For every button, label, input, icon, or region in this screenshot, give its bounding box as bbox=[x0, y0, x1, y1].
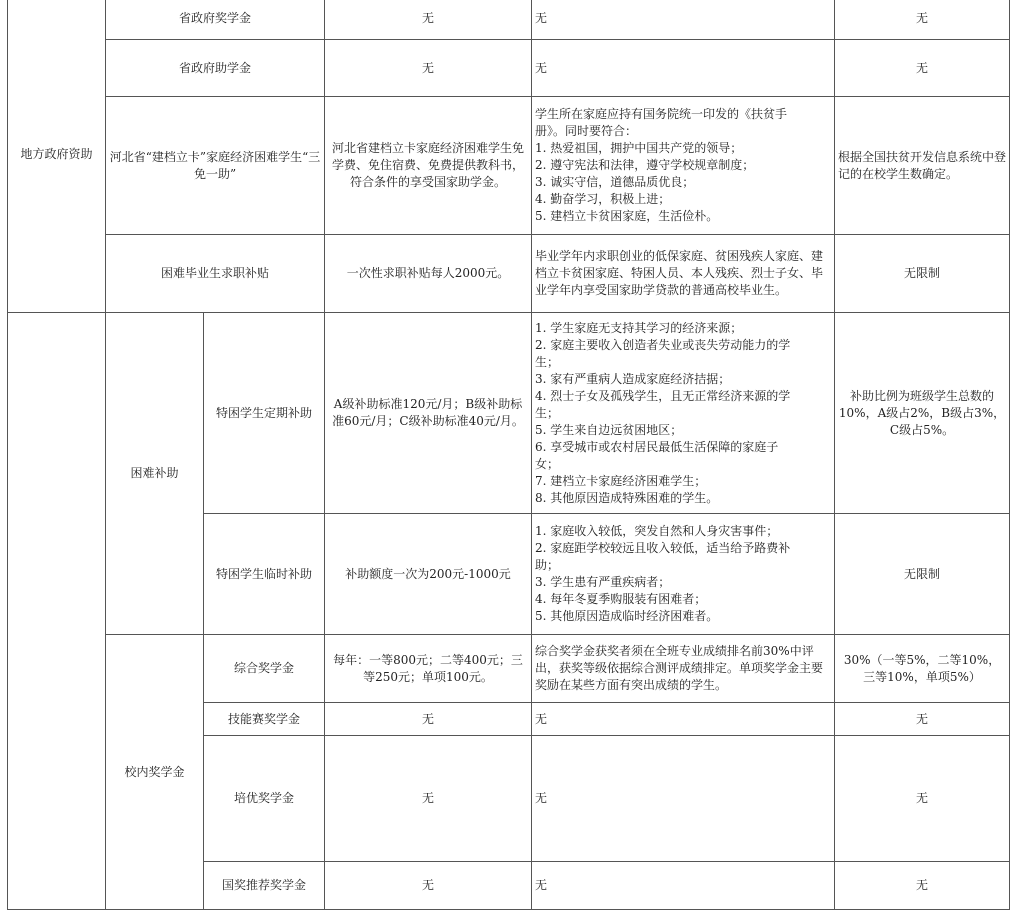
item-conditions bbox=[532, 313, 835, 514]
section-local-gov: 地方政府资助 bbox=[8, 0, 106, 313]
condition-line: 7. 建档立卡家庭经济困难学生； bbox=[535, 473, 707, 488]
condition-line: 3. 家有严重病人造成家庭经济拮据； bbox=[535, 371, 731, 386]
item-name: 技能赛奖学金 bbox=[204, 703, 325, 736]
condition-line: 生； bbox=[535, 354, 560, 369]
condition-line: 5. 学生来自边远贫困地区； bbox=[535, 422, 683, 437]
table-row bbox=[8, 313, 1010, 514]
item-conditions: 无 bbox=[532, 703, 835, 736]
item-standard: 无 bbox=[325, 703, 532, 736]
condition-line: 5. 其他原因造成临时经济困难者。 bbox=[535, 609, 719, 623]
condition-line: 助； bbox=[535, 558, 560, 572]
item-standard: 每年：一等800元；二等400元；三等250元；单项100元。 bbox=[325, 635, 532, 703]
item-quota: 无 bbox=[835, 703, 1010, 736]
section-blank bbox=[8, 313, 106, 910]
item-quota: 无 bbox=[835, 0, 1010, 40]
item-quota: 补助比例为班级学生总数的10%，A级占2%，B级占3%，C级占5%。 bbox=[835, 313, 1010, 514]
item-name: 河北省“建档立卡”家庭经济困难学生“三免一助” bbox=[106, 97, 325, 235]
item-conditions bbox=[532, 97, 835, 235]
item-quota: 无 bbox=[835, 736, 1010, 862]
condition-line: 1. 家庭收入较低，突发自然和人身灾害事件； bbox=[535, 524, 779, 538]
condition-line: 4. 每年冬夏季购服装有困难者； bbox=[535, 592, 707, 606]
item-quota: 无 bbox=[835, 862, 1010, 910]
item-standard: 河北省建档立卡家庭经济困难学生免学费、免住宿费、免费提供教科书，符合条件的享受国家助学金。 bbox=[325, 97, 532, 235]
condition-line: 3. 学生患有严重疾病者； bbox=[535, 575, 671, 589]
item-quota: 无限制 bbox=[835, 514, 1010, 635]
item-name: 特困学生定期补助 bbox=[204, 313, 325, 514]
aid-table bbox=[7, 0, 1010, 910]
condition-line: 4. 烈士子女及孤残学生，且无正常经济来源的学 bbox=[535, 388, 791, 403]
condition-line: 2. 遵守宪法和法律，遵守学校规章制度； bbox=[535, 158, 755, 172]
item-standard: 无 bbox=[325, 862, 532, 910]
item-conditions: 无 bbox=[532, 0, 835, 40]
item-conditions: 无 bbox=[532, 862, 835, 910]
item-conditions bbox=[532, 514, 835, 635]
item-standard: A级补助标准120元/月；B级补助标准60元/月；C级补助标准40元/月。 bbox=[325, 313, 532, 514]
item-name: 培优奖学金 bbox=[204, 736, 325, 862]
item-name: 省政府奖学金 bbox=[106, 0, 325, 40]
item-standard: 一次性求职补贴每人2000元。 bbox=[325, 235, 532, 313]
condition-line: 2. 家庭距学校较远且收入较低，适当给予路费补 bbox=[535, 541, 791, 555]
item-conditions: 综合奖学金获奖者须在全班专业成绩排名前30%中评出，获奖等级依据综合测评成绩排定。单项奖学金主要奖励在某些方面有突出成绩的学生。 bbox=[532, 635, 835, 703]
condition-line: 女； bbox=[535, 456, 560, 471]
item-quota: 30%（一等5%，二等10%，三等10%，单项5%） bbox=[835, 635, 1010, 703]
condition-line: 1. 热爱祖国，拥护中国共产党的领导； bbox=[535, 141, 743, 155]
item-name: 综合奖学金 bbox=[204, 635, 325, 703]
item-name: 省政府助学金 bbox=[106, 40, 325, 97]
condition-line: 4. 勤奋学习，积极上进； bbox=[535, 192, 671, 206]
item-quota: 根据全国扶贫开发信息系统中登记的在校学生数确定。 bbox=[835, 97, 1010, 235]
condition-line: 1. 学生家庭无支持其学习的经济来源； bbox=[535, 320, 743, 335]
condition-line: 生； bbox=[535, 405, 560, 420]
condition-line: 6. 享受城市或农村居民最低生活保障的家庭子 bbox=[535, 439, 779, 454]
item-standard: 无 bbox=[325, 40, 532, 97]
item-conditions: 无 bbox=[532, 40, 835, 97]
item-conditions: 无 bbox=[532, 736, 835, 862]
table-row bbox=[8, 235, 1010, 313]
table-row bbox=[8, 0, 1010, 40]
item-standard: 补助额度一次为200元-1000元 bbox=[325, 514, 532, 635]
condition-line: 册》。同时要符合： bbox=[535, 124, 638, 138]
item-quota: 无 bbox=[835, 40, 1010, 97]
table-row bbox=[8, 40, 1010, 97]
table-row bbox=[8, 635, 1010, 703]
condition-line: 8. 其他原因造成特殊困难的学生。 bbox=[535, 490, 719, 505]
condition-line: 学生所在家庭应持有国务院统一印发的《扶贫手 bbox=[535, 107, 788, 121]
condition-line: 2. 家庭主要收入创造者失业或丧失劳动能力的学 bbox=[535, 337, 791, 352]
item-name: 特困学生临时补助 bbox=[204, 514, 325, 635]
section-school-scholarship: 校内奖学金 bbox=[106, 635, 204, 910]
condition-line: 3. 诚实守信，道德品质优良； bbox=[535, 175, 695, 189]
item-name: 国奖推荐奖学金 bbox=[204, 862, 325, 910]
item-name: 困难毕业生求职补贴 bbox=[106, 235, 325, 313]
item-standard: 无 bbox=[325, 736, 532, 862]
item-conditions: 毕业学年内求职创业的低保家庭、贫困残疾人家庭、建档立卡贫困家庭、特困人员、本人残疾、烈士子女、毕业学年内享受国家助学贷款的普通高校毕业生。 bbox=[532, 235, 835, 313]
condition-line: 5. 建档立卡贫困家庭，生活俭朴。 bbox=[535, 209, 719, 223]
table-row bbox=[8, 97, 1010, 235]
item-quota: 无限制 bbox=[835, 235, 1010, 313]
section-hardship: 困难补助 bbox=[106, 313, 204, 635]
item-standard: 无 bbox=[325, 0, 532, 40]
